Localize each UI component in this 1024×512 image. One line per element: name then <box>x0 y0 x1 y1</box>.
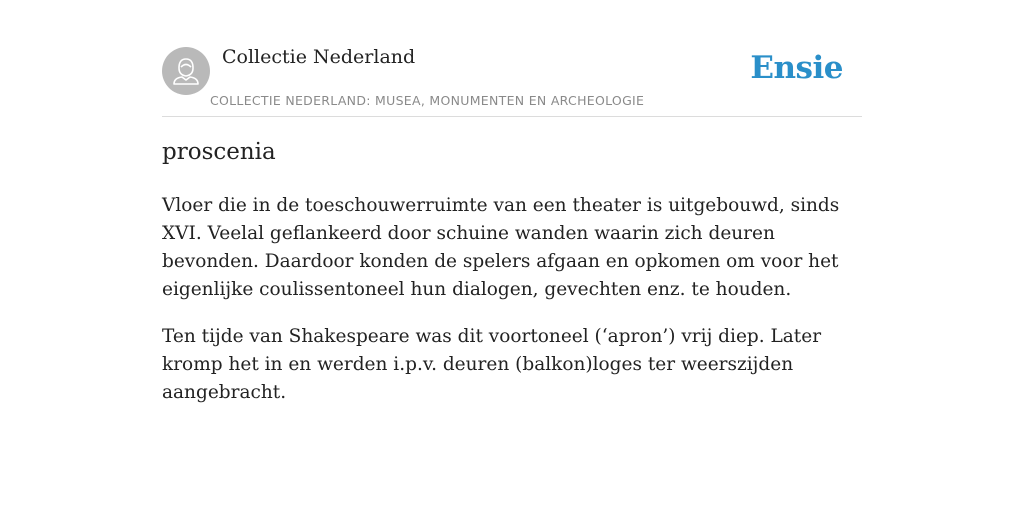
ensie-logo[interactable]: Ensie <box>750 50 843 86</box>
source-subtitle: COLLECTIE NEDERLAND: MUSEA, MONUMENTEN EN ARCHEOLOGIE <box>210 93 645 108</box>
entry-body <box>162 192 862 426</box>
source-avatar[interactable] <box>162 47 210 95</box>
user-icon <box>162 47 210 95</box>
source-name[interactable]: Collectie Nederland <box>222 46 416 68</box>
entry-paragraph: Ten tijde van Shakespeare was dit voortoneel (‘apron’) vrij diep. Later kromp het in en werden i.p.v. deuren (balkon)loges ter weerszijden aangebracht. <box>162 326 822 403</box>
entry-card <box>162 0 862 403</box>
entry-paragraph: Vloer die in de toeschouwerruimte van een theater is uitgebouwd, sinds XVI. Veelal geflankeerd door schuine wanden waarin zich deuren bevonden. Daardoor konden de spelers afgaan en opkomen om voor het eigenlijke coulissentoneel hun dialogen, gevechten enz. te houden. <box>162 195 840 300</box>
source-header <box>162 0 862 117</box>
entry-term: proscenia <box>162 139 276 165</box>
